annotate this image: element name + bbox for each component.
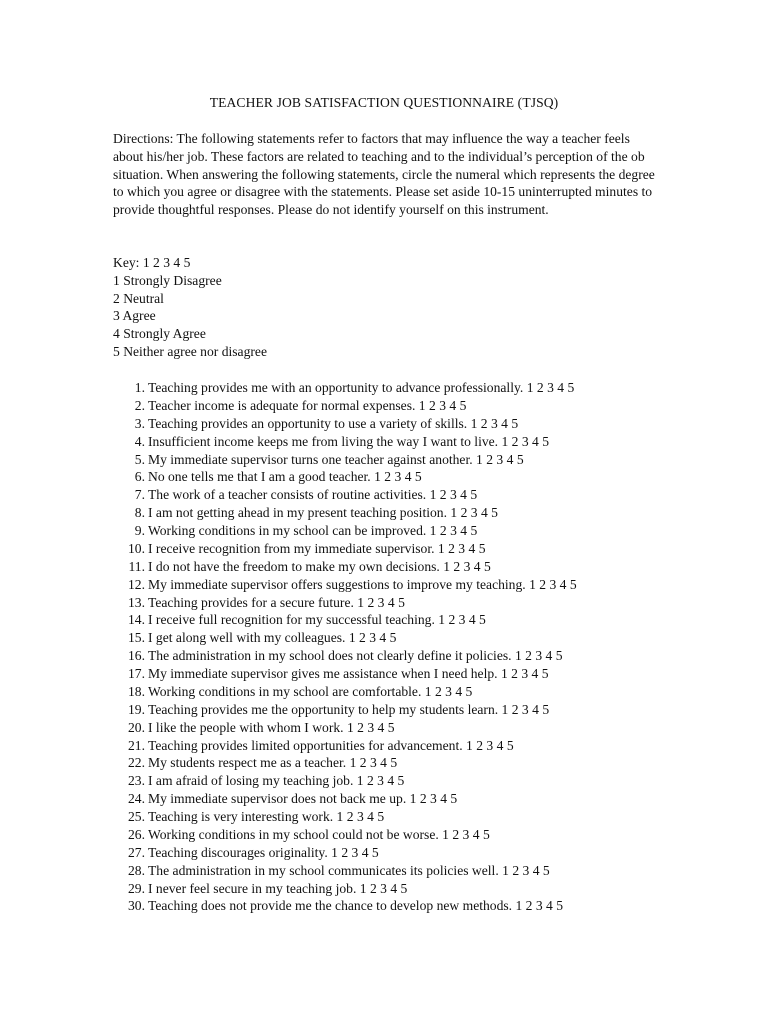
item-number: 20. bbox=[128, 719, 145, 735]
questionnaire-item bbox=[0, 415, 768, 433]
key-entry: 1 Strongly Disagree bbox=[113, 272, 222, 288]
key-entry: 4 Strongly Agree bbox=[113, 326, 206, 342]
item-statement: Working conditions in my school can be improved. 1 2 3 4 5 bbox=[148, 523, 478, 538]
questionnaire-item bbox=[0, 611, 768, 629]
questionnaire-item bbox=[0, 790, 768, 808]
questionnaire-item bbox=[0, 862, 768, 880]
item-statement: Teaching is very interesting work. 1 2 3 4 5 bbox=[148, 809, 385, 824]
questionnaire-item bbox=[0, 808, 768, 826]
item-number: 11. bbox=[128, 558, 145, 574]
item-statement: Teaching provides limited opportunities for advancement. 1 2 3 4 5 bbox=[148, 737, 514, 753]
questionnaire-item bbox=[0, 683, 768, 701]
item-statement: My students respect me as a teacher. 1 2 3 4 5 bbox=[148, 755, 398, 771]
item-statement: My immediate supervisor turns one teacher against another. 1 2 3 4 5 bbox=[148, 451, 524, 467]
item-statement: Teaching provides an opportunity to use a variety of skills. 1 2 3 4 5 bbox=[148, 415, 519, 431]
directions-paragraph: Directions: The following statements refer to factors that may influence the way a teacher feels about his/her job. These factors are related to teaching and to the individual’s perception of the ob situation. When answering the following statements, circle the numeral which represents the degree to which you agree or disagree with the statements. Please set aside 10-15 uninterrupted minutes to provide thoughtful responses. Please do not identify yourself on this instrument. bbox=[113, 131, 655, 218]
questionnaire-item bbox=[0, 540, 768, 558]
item-statement: I never feel secure in my teaching job. 1 2 3 4 5 bbox=[148, 880, 408, 896]
item-number: 17. bbox=[128, 666, 145, 681]
questionnaire-item bbox=[0, 576, 768, 594]
item-statement: Insufficient income keeps me from living the way I want to live. 1 2 3 4 5 bbox=[148, 433, 550, 449]
document-title: TEACHER JOB SATISFACTION QUESTIONNAIRE (TJSQ) bbox=[209, 95, 559, 110]
item-statement: No one tells me that I am a good teacher. 1 2 3 4 5 bbox=[148, 469, 422, 485]
questionnaire-item bbox=[0, 468, 768, 486]
item-statement: Teaching provides me with an opportunity to advance professionally. 1 2 3 4 5 bbox=[148, 380, 575, 395]
questionnaire-item bbox=[0, 486, 768, 504]
questionnaire-item bbox=[0, 647, 768, 665]
item-statement: The administration in my school does not clearly define it policies. 1 2 3 4 5 bbox=[148, 648, 563, 664]
item-number: 7. bbox=[134, 487, 145, 503]
questionnaire-item bbox=[0, 594, 768, 612]
item-statement: Teaching provides me the opportunity to help my students learn. 1 2 3 4 5 bbox=[148, 701, 550, 717]
item-number: 21. bbox=[128, 737, 145, 753]
item-statement: I am afraid of losing my teaching job. 1 2 3 4 5 bbox=[148, 773, 405, 789]
item-statement: I do not have the freedom to make my own decisions. 1 2 3 4 5 bbox=[148, 558, 491, 574]
item-number: 14. bbox=[128, 612, 145, 628]
key-entry: 5 Neither agree nor disagree bbox=[113, 343, 267, 359]
item-number: 30. bbox=[128, 898, 145, 914]
item-statement: My immediate supervisor offers suggestions to improve my teaching. 1 2 3 4 5 bbox=[148, 576, 577, 592]
questionnaire-item bbox=[0, 397, 768, 415]
item-number: 13. bbox=[128, 594, 145, 610]
item-statement: Teacher income is adequate for normal expenses. 1 2 3 4 5 bbox=[148, 397, 467, 413]
questionnaire-item bbox=[0, 379, 768, 397]
item-number: 19. bbox=[128, 701, 145, 717]
questionnaire-item bbox=[0, 772, 768, 790]
item-number: 26. bbox=[128, 826, 145, 842]
item-number: 12. bbox=[128, 576, 145, 592]
item-number: 5. bbox=[134, 451, 145, 467]
item-statement: Working conditions in my school are comfortable. 1 2 3 4 5 bbox=[148, 683, 473, 699]
item-number: 8. bbox=[134, 505, 145, 521]
item-number: 25. bbox=[128, 809, 145, 824]
item-number: 15. bbox=[128, 630, 145, 646]
item-number: 24. bbox=[128, 791, 145, 807]
key-heading: Key: 1 2 3 4 5 bbox=[113, 255, 191, 270]
questionnaire-item bbox=[0, 719, 768, 737]
item-statement: The work of a teacher consists of routine activities. 1 2 3 4 5 bbox=[148, 487, 478, 503]
key-entry: 3 Agree bbox=[113, 308, 156, 324]
questionnaire-item bbox=[0, 737, 768, 755]
item-number: 23. bbox=[128, 773, 145, 789]
item-statement: My immediate supervisor does not back me up. 1 2 3 4 5 bbox=[148, 791, 458, 807]
questionnaire-item bbox=[0, 844, 768, 862]
item-number: 10. bbox=[128, 540, 145, 556]
item-statement: Teaching discourages originality. 1 2 3 4 5 bbox=[148, 844, 379, 860]
item-number: 3. bbox=[134, 415, 145, 431]
item-number: 6. bbox=[134, 469, 145, 485]
item-number: 18. bbox=[128, 683, 145, 699]
item-statement: Teaching does not provide me the chance to develop new methods. 1 2 3 4 5 bbox=[148, 898, 564, 914]
questionnaire-item bbox=[0, 504, 768, 522]
questionnaire-item bbox=[0, 826, 768, 844]
item-number: 29. bbox=[128, 880, 145, 896]
questionnaire-item bbox=[0, 433, 768, 451]
item-number: 28. bbox=[128, 862, 145, 878]
questionnaire-item bbox=[0, 754, 768, 772]
key-entry: 2 Neutral bbox=[113, 290, 164, 306]
questionnaire-item bbox=[0, 897, 768, 915]
questionnaire-item bbox=[0, 451, 768, 469]
item-statement: My immediate supervisor gives me assistance when I need help. 1 2 3 4 5 bbox=[148, 666, 549, 681]
item-statement: Working conditions in my school could not be worse. 1 2 3 4 5 bbox=[148, 826, 490, 842]
questionnaire-item bbox=[0, 558, 768, 576]
questionnaire-item bbox=[0, 701, 768, 719]
item-statement: Teaching provides for a secure future. 1 2 3 4 5 bbox=[148, 594, 405, 610]
questionnaire-item bbox=[0, 629, 768, 647]
item-statement: The administration in my school communicates its policies well. 1 2 3 4 5 bbox=[148, 862, 550, 878]
item-number: 22. bbox=[128, 755, 145, 771]
item-number: 9. bbox=[134, 523, 145, 538]
questionnaire-item bbox=[0, 880, 768, 898]
questionnaire-item bbox=[0, 665, 768, 683]
item-number: 1. bbox=[134, 380, 145, 395]
item-statement: I am not getting ahead in my present teaching position. 1 2 3 4 5 bbox=[148, 505, 498, 521]
item-number: 2. bbox=[134, 397, 145, 413]
item-statement: I like the people with whom I work. 1 2 3 4 5 bbox=[148, 719, 395, 735]
item-statement: I receive recognition from my immediate supervisor. 1 2 3 4 5 bbox=[148, 540, 486, 556]
item-number: 27. bbox=[128, 844, 145, 860]
questionnaire-item bbox=[0, 522, 768, 540]
item-statement: I receive full recognition for my successful teaching. 1 2 3 4 5 bbox=[148, 612, 486, 628]
questionnaire-items bbox=[0, 379, 768, 915]
rating-key bbox=[113, 254, 267, 361]
item-number: 4. bbox=[134, 433, 145, 449]
item-statement: I get along well with my colleagues. 1 2 3 4 5 bbox=[148, 630, 397, 646]
item-number: 16. bbox=[128, 648, 145, 664]
